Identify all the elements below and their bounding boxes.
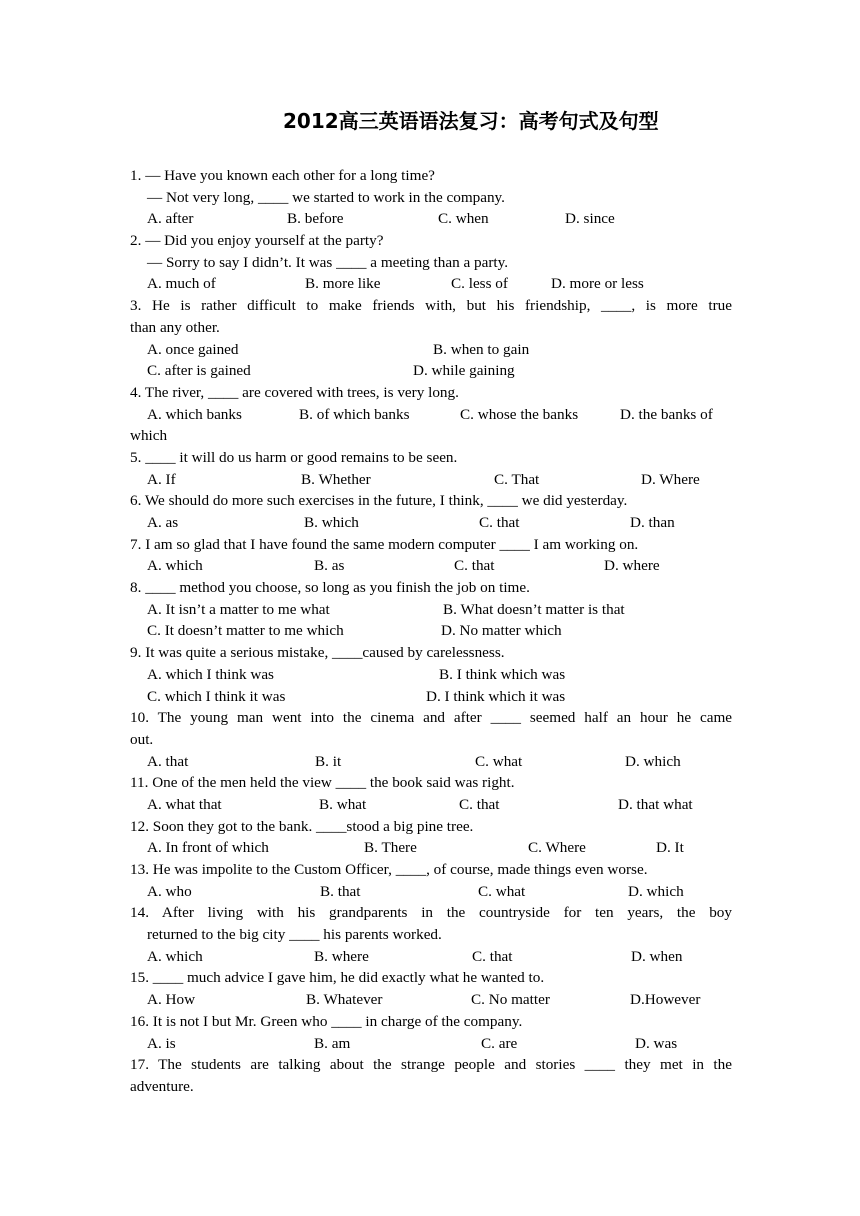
question-stem: 2. — Did you enjoy yourself at the party?: [130, 232, 384, 250]
question-stem: 6. We should do more such exercises in the future, I think, ____ we did yesterday.: [130, 492, 628, 510]
answer-option[interactable]: C. are: [481, 1034, 518, 1052]
question-stem-continued: — Not very long, ____ we started to work in the company.: [147, 188, 505, 206]
answer-option[interactable]: C. that: [459, 795, 500, 813]
answer-option[interactable]: A. after: [147, 210, 194, 228]
answer-option[interactable]: D. which: [625, 752, 681, 770]
answer-option[interactable]: B. Whether: [301, 470, 371, 488]
question-stem: 8. ____ method you choose, so long as you finish the job on time.: [130, 579, 530, 597]
answer-options-row: [130, 555, 732, 577]
answer-option[interactable]: B. as: [314, 557, 345, 575]
answer-option[interactable]: C. that: [479, 514, 520, 531]
answer-option[interactable]: D. than: [630, 514, 675, 531]
answer-option[interactable]: B. I think which was: [439, 665, 566, 683]
answer-options-row: [130, 1033, 732, 1055]
answer-options-row: [130, 989, 732, 1011]
question-stem: 7. I am so glad that I have found the same modern computer ____ I am working on.: [130, 535, 639, 553]
answer-option[interactable]: B. am: [314, 1034, 351, 1052]
answer-options-row: [130, 339, 732, 361]
answer-option[interactable]: A. which: [147, 557, 203, 575]
answer-option[interactable]: B. before: [287, 210, 344, 228]
answer-option[interactable]: A. which: [147, 947, 203, 965]
answer-options-row: [130, 946, 732, 968]
answer-option[interactable]: D. I think which it was: [426, 687, 566, 705]
answer-option[interactable]: D. It: [656, 839, 684, 857]
answer-option[interactable]: D. that what: [618, 795, 693, 813]
answer-option[interactable]: D.However: [630, 991, 701, 1009]
question-stem: 3. He is rather difficult to make friends with, but his friendship, ____, is more true: [130, 297, 732, 315]
question-stem: 4. The river, ____ are covered with trees, is very long.: [130, 383, 459, 401]
question-stem: 13. He was impolite to the Custom Officer, ____, of course, made things even worse.: [130, 861, 648, 878]
answer-options-row: [130, 751, 732, 773]
answer-option[interactable]: D. when: [631, 947, 683, 965]
answer-option[interactable]: A. much of: [147, 275, 216, 293]
answer-options-row: [130, 664, 732, 686]
answer-option[interactable]: A. which banks: [147, 405, 242, 423]
answer-option[interactable]: C. which I think it was: [147, 687, 286, 705]
answer-option[interactable]: D. No matter which: [441, 622, 562, 640]
answer-option[interactable]: C. what: [478, 882, 526, 900]
answer-options-row: [130, 620, 732, 642]
question-stem: 10. The young man went into the cinema and after ____ seemed half an hour he came: [130, 709, 732, 727]
answer-options-row: [130, 686, 732, 708]
question-stem-continued: adventure.: [130, 1077, 194, 1095]
document-title: 2012高三英语语法复习：高考句式及句型: [283, 109, 659, 133]
answer-options-row: [130, 360, 732, 382]
answer-option[interactable]: D. while gaining: [413, 362, 515, 380]
question-stem: 16. It is not I but Mr. Green who ____ in charge of the company.: [130, 1012, 523, 1030]
question-stem-continued: returned to the big city ____ his parents worked.: [147, 926, 442, 944]
answer-option[interactable]: B. it: [315, 752, 342, 770]
answer-options-row: [130, 273, 732, 295]
answer-option[interactable]: C. No matter: [471, 991, 550, 1009]
question-list: [130, 165, 732, 1098]
question-stem: 14. After living with his grandparents in the countryside for ten years, the boy: [130, 904, 732, 922]
answer-option[interactable]: B. when to gain: [433, 340, 530, 358]
answer-option[interactable]: A. which I think was: [147, 665, 274, 683]
answer-options-row: [130, 881, 732, 903]
answer-option[interactable]: C. that: [472, 947, 513, 965]
answer-option[interactable]: D. which: [628, 882, 684, 900]
answer-option[interactable]: D. more or less: [551, 275, 644, 293]
answer-option[interactable]: B. What doesn’t matter is that: [443, 600, 625, 618]
answer-option[interactable]: A. as: [147, 514, 179, 531]
answer-option[interactable]: B. Whatever: [306, 991, 383, 1009]
question-stem: 11. One of the men held the view ____ the book said was right.: [130, 774, 515, 792]
answer-option[interactable]: D. since: [565, 210, 615, 228]
answer-options-row: [130, 512, 732, 534]
answer-option[interactable]: A. If: [147, 470, 176, 488]
answer-option[interactable]: B. more like: [305, 275, 381, 293]
answer-option[interactable]: D. Where: [641, 470, 700, 488]
question-stem: 15. ____ much advice I gave him, he did exactly what he wanted to.: [130, 969, 545, 987]
answer-options-row: [130, 599, 732, 621]
question-stem-continued: than any other.: [130, 318, 220, 336]
answer-option[interactable]: C. It doesn’t matter to me which: [147, 622, 344, 640]
answer-option[interactable]: B. what: [319, 795, 367, 813]
question-stem: 9. It was quite a serious mistake, ____caused by carelessness.: [130, 644, 505, 662]
answer-option[interactable]: C. less of: [451, 275, 508, 293]
answer-option[interactable]: D. the banks of: [620, 405, 713, 423]
answer-option[interactable]: A. once gained: [147, 340, 239, 358]
answer-option[interactable]: B. that: [320, 882, 361, 900]
answer-option[interactable]: B. which: [304, 514, 359, 531]
answer-option[interactable]: C. that: [454, 557, 495, 575]
answer-option[interactable]: A. that: [147, 752, 189, 770]
question-stem: 12. Soon they got to the bank. ____stood a big pine tree.: [130, 817, 474, 835]
answer-option[interactable]: C. Where: [528, 839, 586, 857]
answer-options-row: [130, 404, 732, 426]
answer-option[interactable]: A. How: [147, 991, 196, 1009]
question-stem: 5. ____ it will do us harm or good remains to be seen.: [130, 448, 458, 466]
answer-option[interactable]: B. There: [364, 839, 417, 857]
answer-option[interactable]: C. That: [494, 470, 540, 488]
answer-option[interactable]: C. what: [475, 752, 523, 770]
answer-option[interactable]: A. It isn’t a matter to me what: [147, 600, 330, 618]
answer-option[interactable]: C. after is gained: [147, 362, 251, 380]
question-stem: 17. The students are talking about the strange people and stories ____ they met in the: [130, 1056, 732, 1074]
answer-option[interactable]: B. where: [314, 947, 369, 965]
answer-option[interactable]: C. when: [438, 210, 489, 228]
answer-options-row: [130, 208, 732, 230]
answer-option[interactable]: D. where: [604, 557, 660, 575]
answer-option[interactable]: B. of which banks: [299, 405, 410, 423]
answer-options-row: [130, 837, 732, 859]
answer-options-row: [130, 469, 732, 491]
answer-option[interactable]: C. whose the banks: [460, 405, 579, 423]
question-stem-continued: out.: [130, 730, 154, 748]
answer-option[interactable]: A. In front of which: [147, 839, 269, 857]
answer-option[interactable]: D. was: [635, 1034, 678, 1052]
answer-option-wrap: which: [130, 427, 168, 445]
question-stem-continued: — Sorry to say I didn’t. It was ____ a meeting than a party.: [147, 253, 509, 271]
answer-option[interactable]: A. who: [147, 882, 192, 900]
answer-option[interactable]: A. is: [147, 1034, 176, 1052]
answer-options-row: [130, 794, 732, 816]
answer-option[interactable]: A. what that: [147, 795, 222, 813]
question-stem: 1. — Have you known each other for a long time?: [130, 167, 435, 184]
